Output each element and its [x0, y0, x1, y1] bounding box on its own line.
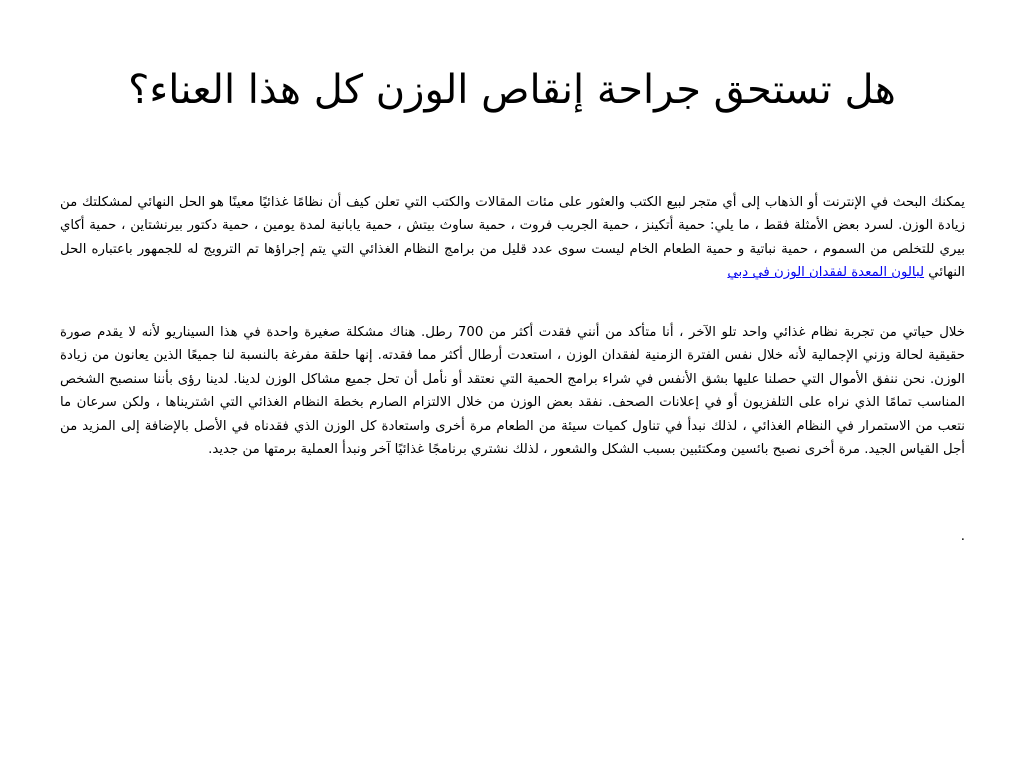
- paragraph-weight-cycle: خلال حياتي من تجربة نظام غذائي واحد تلو الآخر ، أنا متأكد من أنني فقدت أكثر من 700 رطل. هناك مشكلة صغيرة واحدة في هذا السيناريو لأنه لا يقدم صورة حقيقية لحالة وزني الإجمالية لأنه خلال نفس الفترة الزمنية لفقدان الوزن ، استعدت أرطال أكثر مما فقدته. إنها حلقة مفرغة بالنسبة لنا جميعًا الذين يعانون من زيادة الوزن. نحن ننفق الأموال التي حصلنا عليها بشق الأنفس في شراء برامج الحمية التي نعتقد أو نأمل أن تحل جميع مشاكل الوزن لدينا. لدينا رؤى بأننا سنصبح الشخص المناسب تمامًا الذي نراه على التلفزيون أو في إعلانات الصحف. نفقد بعض الوزن من خلال الالتزام الصارم بخطة النظام الغذائي التي اشتريناها ، ولكن سرعان ما نتعب من الاستمرار في النظام الغذائي ، لذلك نبدأ في تناول كميات سيئة من الطعام مرة أخرى واستعادة كل الوزن الذي فقدناه في الأصل بالإضافة إلى المزيد من أجل القياس الجيد. مرة أخرى نصبح بائسين ومكتئبين بسبب الشكل والشعور ، لذلك نشتري برنامجًا غذائيًا آخر ونبدأ العملية برمتها من جديد.: [60, 325, 966, 458]
- gastric-balloon-dubai-link[interactable]: لبالون المعدة لفقدان الوزن في دبي: [727, 265, 925, 281]
- paragraph-diets-text: يمكنك البحث في الإنترنت أو الذهاب إلى أي متجر لبيع الكتب والعثور على مئات المقالات والكتب التي تعلن كيف أن نظامًا غذائيًا معينًا هو الحل النهائي لمشكلتك من زيادة الوزن. لسرد بعض الأمثلة فقط ، ما يلي: حمية أتكينز ، حمية الجريب فروت ، حمية ساوث بيتش ، حمية يابانية لمدة يومين ، حمية دكتور بيرنشتاين ، حمية أكاي بيري للتخلص من السموم ، حمية نباتية و حمية الطعام الخام ليست سوى عدد قليل من برامج النظام الغذائي التي يتم إجراؤها تم الترويج له للجمهور باعتباره الحل النهائي: [60, 195, 965, 281]
- paragraph-diets: [60, 191, 965, 285]
- slide-title: هل تستحق جراحة إنقاص الوزن كل هذا العناء؟: [128, 67, 896, 113]
- paragraph-period: .: [960, 529, 965, 544]
